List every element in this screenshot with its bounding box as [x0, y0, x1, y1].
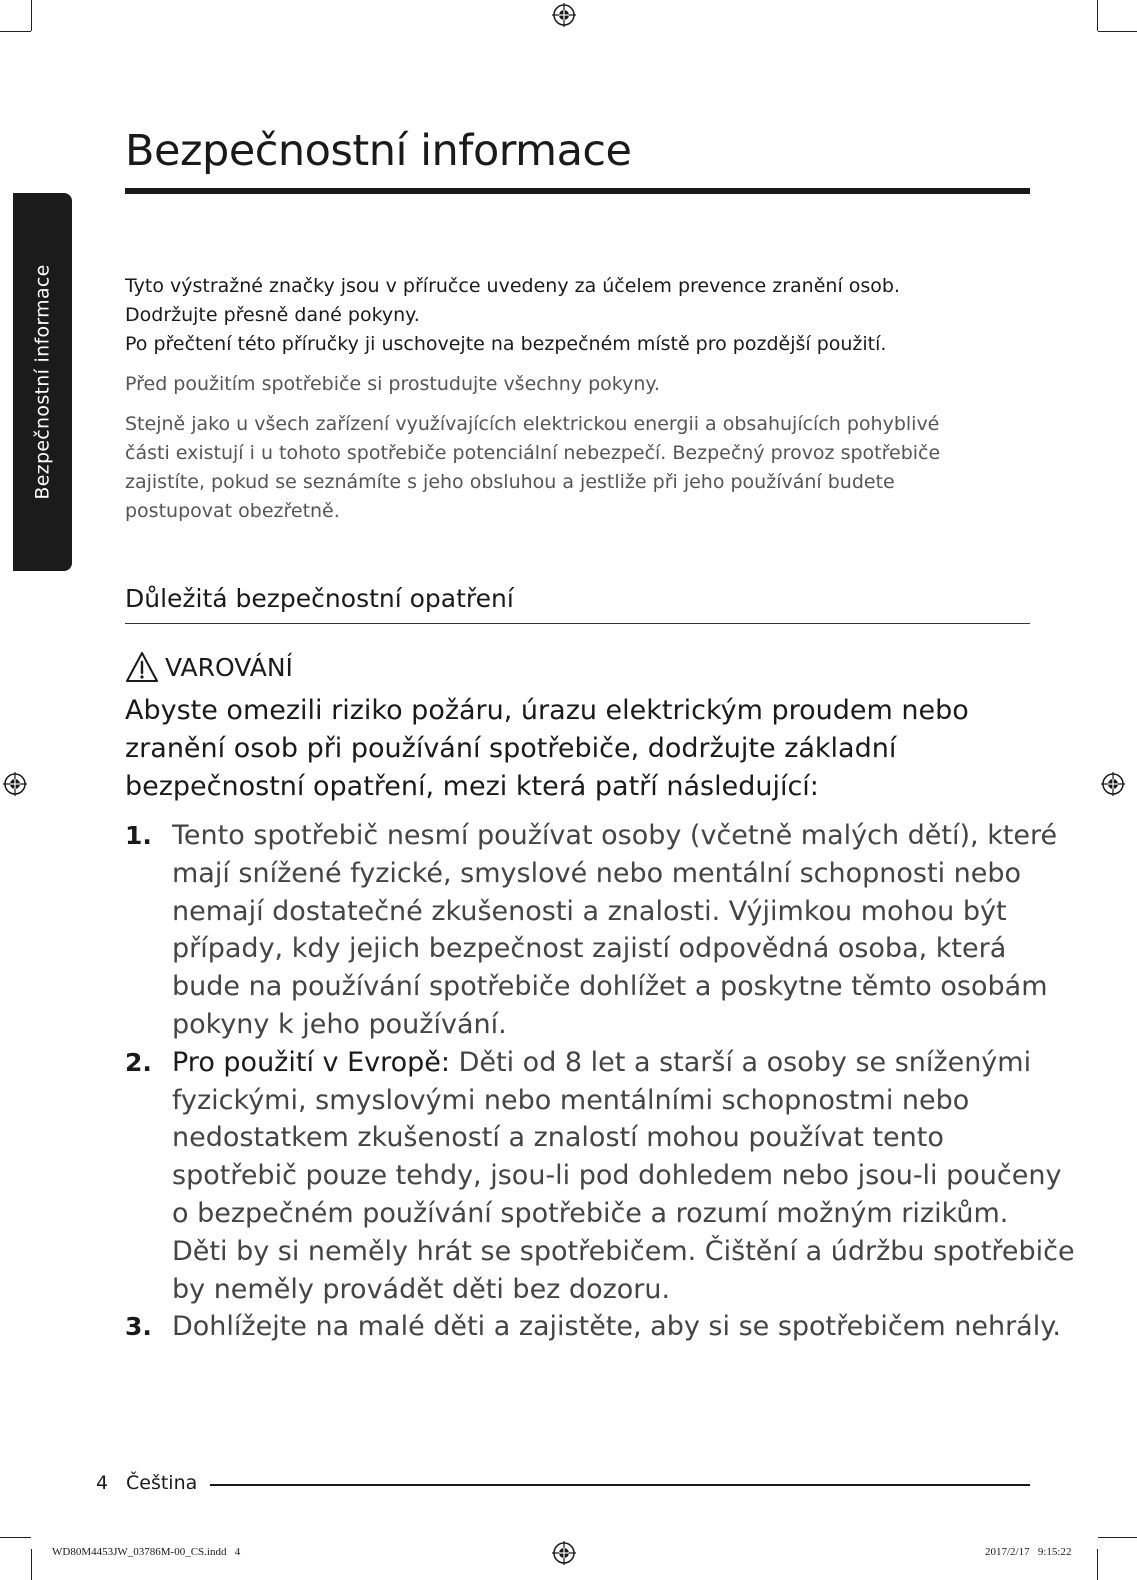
list-item-lead-rest: Děti od 8 let a starší a osoby se sníženými: [450, 1046, 1032, 1078]
title-rule: [125, 188, 1030, 194]
print-slug-timestamp: 2017/2/17 9:15:22: [985, 1546, 1072, 1558]
chapter-tab-label-wrap: [13, 193, 72, 571]
intro-hazard-line: části existují i u tohoto spotřebiče potenciální nebezpečí. Bezpečný provoz spotřebiče: [125, 442, 941, 464]
list-item-line: [172, 1044, 1075, 1082]
crop-mark-bottom-right-v: [1097, 1549, 1098, 1580]
list-item-line: Tento spotřebič nesmí používat osoby (včetně malých dětí), které: [172, 820, 1058, 851]
intro-line: Tyto výstražné značky jsou v příručce uvedeny za účelem prevence zranění osob.: [125, 275, 901, 297]
list-item-number: 2.: [125, 1047, 152, 1077]
crop-mark-top-right-h: [1098, 31, 1137, 32]
crop-mark-bottom-left-h: [0, 1537, 31, 1538]
crop-mark-top-right-v: [1097, 0, 1098, 31]
list-item-body: [172, 1308, 1061, 1346]
intro-read-all: Před použitím spotřebiče si prostudujte všechny pokyny.: [125, 373, 660, 395]
warning-line: zranění osob při používání spotřebiče, dodržujte základní: [125, 733, 897, 764]
warning-line: Abyste omezili riziko požáru, úrazu elektrickým proudem nebo: [125, 695, 969, 726]
warning-label: VAROVÁNÍ: [165, 652, 293, 682]
crop-mark-top-left-h: [0, 31, 31, 32]
registration-mark-icon: [552, 3, 576, 27]
registration-mark-icon: [3, 772, 27, 796]
intro-hazard-line: zajistíte, pokud se seznámíte s jeho obsluhou a jestliže při jeho používání budete: [125, 471, 895, 493]
registration-mark-icon: [552, 1541, 576, 1565]
list-item: [125, 1044, 1075, 1309]
list-item-line: spotřebič pouze tehdy, jsou-li pod dohledem nebo jsou-li poučeny: [172, 1160, 1062, 1192]
crop-mark-top-left-v: [31, 0, 32, 31]
list-item-line: Děti by si neměly hrát se spotřebičem. Čištění a údržbu spotřebiče: [172, 1235, 1075, 1267]
list-item-line: bude na používání spotřebiče dohlížet a poskytne těmto osobám: [172, 971, 1048, 1003]
registration-mark-icon: [1101, 772, 1125, 796]
list-item-line: nedostatkem zkušeností a znalostí mohou používat tento: [172, 1122, 944, 1154]
page-number: 4: [96, 1472, 109, 1494]
crop-mark-bottom-right-h: [1098, 1537, 1137, 1538]
list-item-line: by neměly provádět děti bez dozoru.: [172, 1273, 671, 1305]
list-item-number: 3.: [125, 1312, 152, 1342]
list-item-line: Dohlížejte na malé děti a zajistěte, aby si se spotřebičem nehrály.: [172, 1311, 1061, 1343]
intro-block: [125, 272, 1030, 526]
footer-rule: [210, 1484, 1030, 1486]
list-item: [125, 1308, 1061, 1346]
section-heading: Důležitá bezpečnostní opatření: [125, 584, 514, 613]
list-item-body: [172, 1044, 1075, 1309]
list-item-lead: Pro použití v Evropě:: [172, 1046, 451, 1078]
intro-line: Dodržujte přesně dané pokyny.: [125, 304, 420, 326]
list-item-line: nemají dostatečné zkušenosti a znalosti. Výjimkou mohou být: [172, 895, 1007, 927]
chapter-tab-label: Bezpečnostní informace: [31, 264, 54, 500]
warning-text: [125, 692, 1030, 806]
list-item-line: mají snížené fyzické, smyslové nebo mentální schopnosti nebo: [172, 857, 1022, 889]
list-item-line: případy, kdy jejich bezpečnost zajistí odpovědná osoba, která: [172, 933, 1007, 965]
list-item-number: 1.: [125, 821, 152, 850]
intro-hazard-line: postupovat obezřetně.: [125, 500, 340, 522]
warning-line: bezpečnostní opatření, mezi která patří následující:: [125, 771, 819, 802]
intro-hazard-line: Stejně jako u všech zařízení využívajících elektrickou energii a obsahujících pohyblivé: [125, 413, 940, 435]
footer-language: Čeština: [126, 1472, 198, 1494]
list-item-line: pokyny k jeho používání.: [172, 1008, 507, 1040]
list-item-body: [172, 817, 1057, 1044]
list-item-line: o bezpečném používání spotřebiče a rozumí možným rizikům.: [172, 1197, 1009, 1229]
page-title: Bezpečnostní informace: [125, 126, 632, 176]
warning-triangle-icon: [125, 651, 159, 683]
list-item-line: fyzickými, smyslovými nebo mentálními schopnostmi nebo: [172, 1084, 970, 1116]
warning-header: [125, 651, 293, 683]
print-slug-file: WD80M4453JW_03786M-00_CS.indd 4: [52, 1546, 241, 1558]
section-rule: [125, 623, 1030, 624]
safety-list: [125, 817, 1075, 1346]
list-item: [125, 817, 1058, 1044]
intro-line: Po přečtení této příručky ji uschovejte na bezpečném místě pro pozdější použití.: [125, 333, 887, 355]
crop-mark-bottom-left-v: [31, 1549, 32, 1580]
